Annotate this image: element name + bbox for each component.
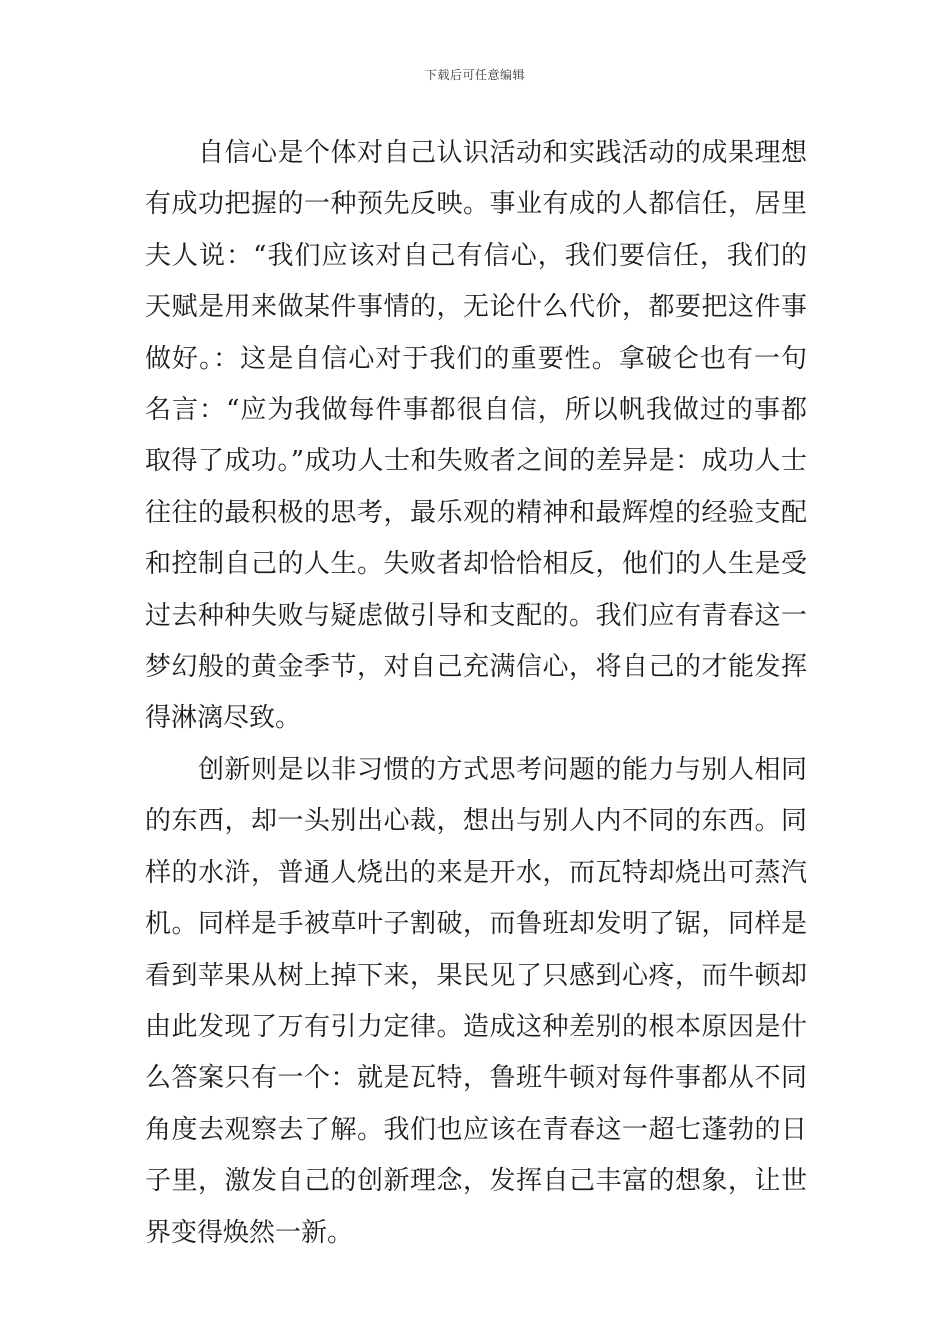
- paragraph-confidence: 自信心是个体对自己认识活动和实践活动的成果理想有成功把握的一种预先反映。事业有成的人都信任，居里夫人说：“我们应该对自己有信心，我们要信任，我们的天赋是用来做某件事情的，无论什么代价，都要把这件事做好。：这是自信心对于我们的重要性。拿破仑也有一句名言：“应为我做每件事都很自信，所以帆我做过的事都取得了成功。”成功人士和失败者之间的差异是：成功人士往往的最积极的思考，最乐观的精神和最辉煌的经验支配和控制自己的人生。失败者却恰恰相反，他们的人生是受过去种种失败与疑虑做引导和支配的。我们应有青春这一梦幻般的黄金季节，对自己充满信心，将自己的才能发挥得淋漓尽致。: [145, 138, 807, 734]
- document-body: [145, 128, 807, 1259]
- header-note: 下载后可任意编辑: [424, 68, 525, 82]
- paragraph-innovation: 创新则是以非习惯的方式思考问题的能力与别人相同的东西，却一头别出心裁，想出与别人内不同的东西。同样的水浒，普通人烧出的来是开水，而瓦特却烧出可蒸汽机。同样是手被草叶子割破，而鲁班却发明了锯，同样是看到苹果从树上掉下来，果民见了只感到心疼，而牛顿却由此发现了万有引力定律。造成这种差别的根本原因是什么答案只有一个：就是瓦特，鲁班牛顿对每件事都从不同角度去观察去了解。我们也应该在青春这一超七蓬勃的日子里，激发自己的创新理念，发挥自己丰富的想象，让世界变得焕然一新。: [145, 754, 807, 1248]
